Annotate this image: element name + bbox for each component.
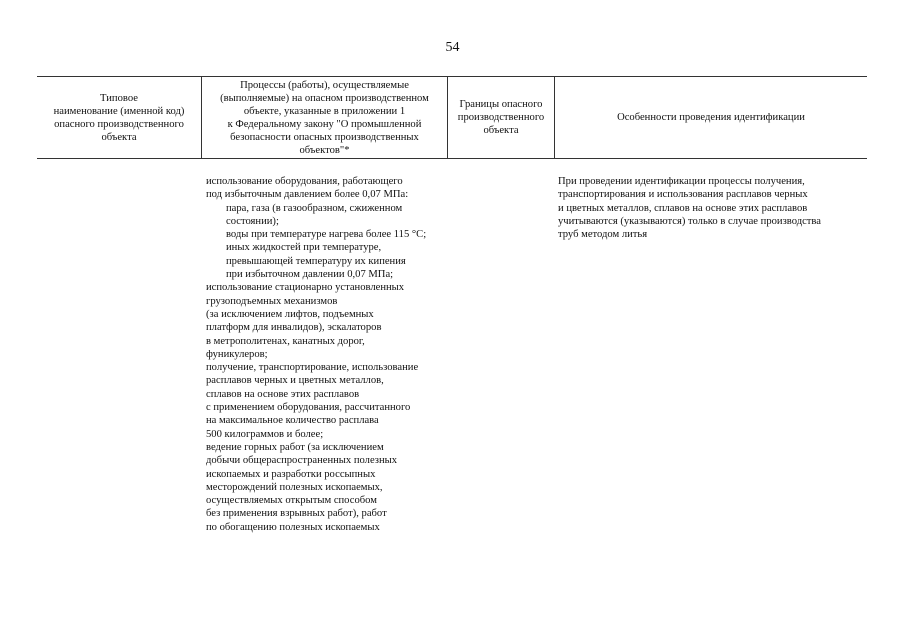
- header-processes: [202, 77, 447, 158]
- header-processes-text: Процессы (работы), осуществляемые (выполняемые) на опасном производственном объекте, указанные в приложении 1 к Федеральному закону "О промышленной безопасности опасных производственных объектов"*: [220, 79, 429, 156]
- processes-line: ископаемых и разработки россыпных: [206, 468, 376, 480]
- processes-line: месторождений полезных ископаемых,: [206, 481, 383, 493]
- processes-line: превышающей температуру их кипения: [226, 255, 406, 267]
- identification-line: транспортирования и использования расплавов черных: [558, 189, 808, 201]
- page-number: 54: [445, 40, 460, 55]
- table-header-bottom-border: [37, 158, 867, 159]
- processes-line: расплавов черных и цветных металлов,: [206, 375, 384, 387]
- header-boundaries-text: Границы опасного производственного объекта: [457, 99, 545, 136]
- processes-cell: [206, 175, 426, 534]
- processes-line: с применением оборудования, рассчитанного: [206, 402, 411, 414]
- processes-line: под избыточным давлением более 0,07 МПа:: [206, 189, 409, 201]
- processes-line: осуществляемых открытым способом: [206, 495, 377, 507]
- header-identification: [555, 77, 867, 158]
- processes-line: использование оборудования, работающего: [206, 176, 403, 187]
- processes-line: иных жидкостей при температуре,: [226, 242, 382, 254]
- processes-line: на максимальное количество расплава: [206, 415, 379, 427]
- processes-line: платформ для инвалидов), эскалаторов: [206, 322, 382, 334]
- processes-line: по обогащению полезных ископаемых: [206, 521, 380, 533]
- processes-line: в метрополитенах, канатных дорог,: [206, 335, 365, 347]
- header-identification-text: Особенности проведения идентификации: [617, 112, 805, 123]
- header-boundaries: [448, 77, 554, 158]
- processes-line: при избыточном давлении 0,07 МПа;: [226, 269, 394, 281]
- identification-line: При проведении идентификации процессы получения,: [558, 176, 805, 187]
- processes-line: 500 килограммов и более;: [206, 428, 324, 440]
- processes-line: (за исключением лифтов, подъемных: [206, 308, 374, 320]
- processes-line: использование стационарно установленных: [206, 282, 405, 294]
- identification-line: труб методом литья: [558, 229, 648, 241]
- identification-cell: [558, 175, 821, 241]
- processes-line: грузоподъемных механизмов: [206, 295, 338, 307]
- processes-line: сплавов на основе этих расплавов: [206, 388, 360, 400]
- processes-line: добычи общераспространенных полезных: [206, 455, 398, 467]
- identification-line: учитываются (указываются) только в случае производства: [558, 215, 821, 227]
- header-object-name: [37, 77, 201, 158]
- processes-line: пара, газа (в газообразном, сжиженном: [226, 202, 403, 214]
- processes-line: состоянии);: [226, 215, 279, 227]
- processes-line: получение, транспортирование, использование: [206, 362, 419, 374]
- header-object-name-text: Типовое наименование (именной код) опасного производственного объекта: [53, 92, 185, 143]
- processes-line: без применения взрывных работ), работ: [206, 508, 387, 520]
- processes-line: фуникулеров;: [206, 348, 268, 360]
- processes-line: воды при температуре нагрева более 115 °С;: [226, 229, 427, 241]
- identification-line: и цветных металлов, сплавов на основе этих расплавов: [558, 202, 808, 214]
- processes-line: ведение горных работ (за исключением: [206, 441, 384, 453]
